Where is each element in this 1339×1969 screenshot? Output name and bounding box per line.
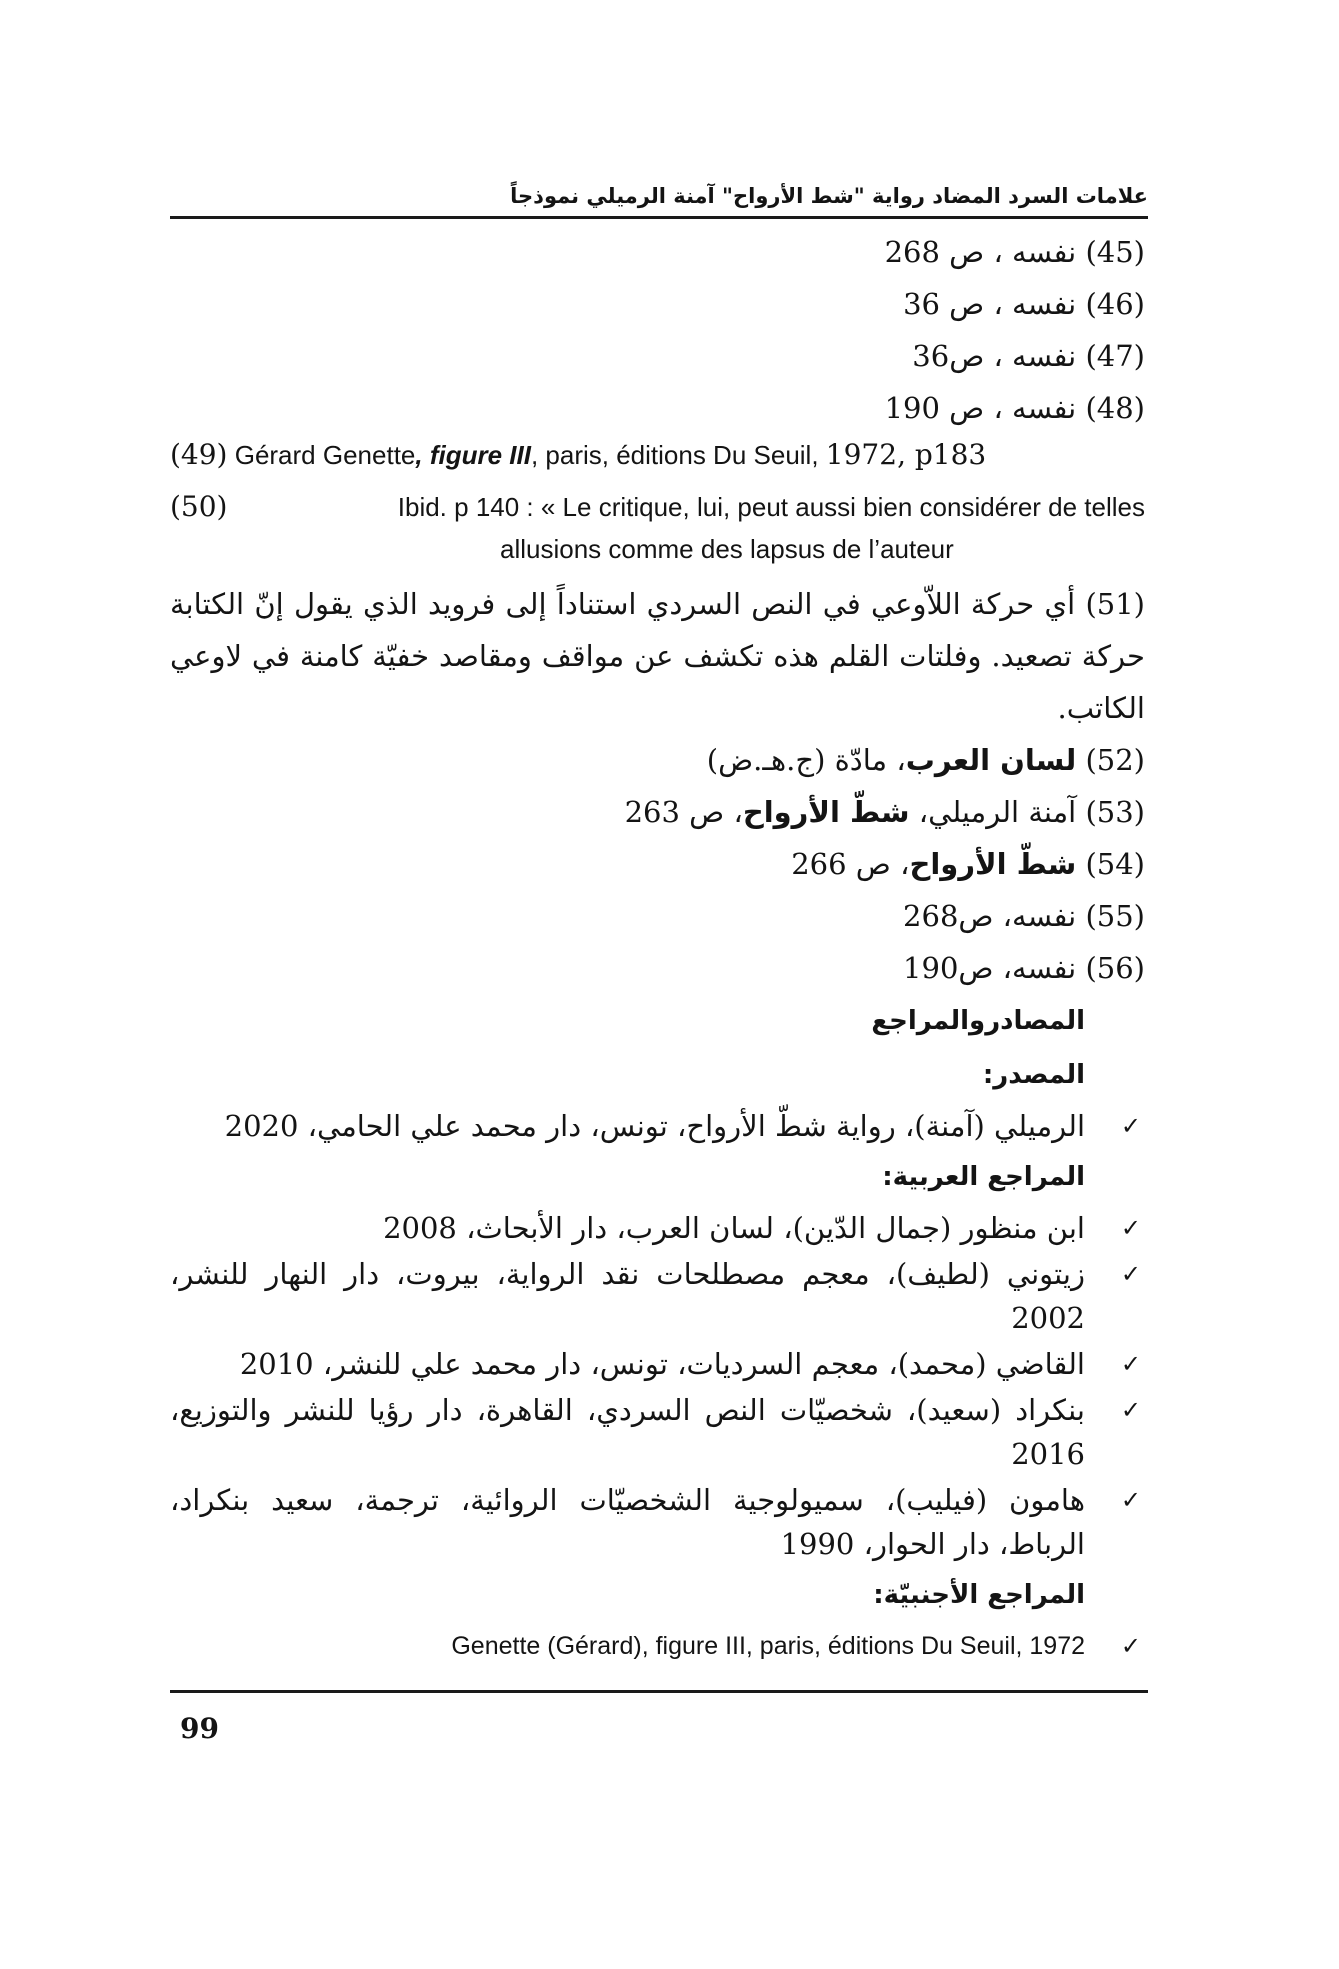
reference-text: ابن منظور (جمال الدّين)، لسان العرب، دار الأبحاث، 2008 bbox=[383, 1211, 1085, 1245]
note-47 bbox=[170, 330, 1145, 382]
reference-text: بنكراد (سعيد)، شخصيّات النص السردي، القاهرة، دار رؤيا للنشر والتوزيع، 2016 bbox=[170, 1393, 1085, 1471]
note-number: (52) bbox=[1085, 743, 1145, 777]
note-55 bbox=[170, 890, 1145, 942]
check-icon: ✓ bbox=[1120, 1112, 1141, 1140]
note-56 bbox=[170, 942, 1145, 994]
note-text: نفسه ، ص 190 bbox=[884, 391, 1077, 425]
footer-rule bbox=[170, 1690, 1148, 1693]
note-year: 1972 bbox=[825, 438, 898, 471]
running-header bbox=[170, 170, 1148, 219]
note-pre: آمنة الرميلي، bbox=[918, 795, 1077, 829]
reference-item bbox=[170, 1388, 1145, 1476]
note-rest: ، مادّة (ج.هـ.ض) bbox=[706, 743, 906, 777]
note-48 bbox=[170, 382, 1145, 434]
reference-text: زيتوني (لطيف)، معجم مصطلحات نقد الرواية، بيروت، دار النهار للنشر، 2002 bbox=[170, 1257, 1085, 1335]
note-number: (48) bbox=[1085, 391, 1145, 425]
note-text: نفسه ، ص 36 bbox=[903, 287, 1077, 321]
note-rest: , paris, éditions Du Seuil, bbox=[530, 440, 819, 470]
note-number: (55) bbox=[1085, 899, 1145, 933]
note-50 bbox=[170, 486, 1145, 570]
source-heading: المصدر: bbox=[982, 1060, 1085, 1090]
page-number: 99 bbox=[180, 1712, 219, 1745]
reference-text: الرميلي (آمنة)، رواية شطّ الأرواح، تونس، دار محمد علي الحامي، 2020 bbox=[224, 1109, 1085, 1143]
note-title: figure III bbox=[429, 440, 531, 470]
check-icon: ✓ bbox=[1120, 1214, 1141, 1242]
note-page: , p183 bbox=[897, 438, 987, 471]
note-46 bbox=[170, 278, 1145, 330]
endnotes bbox=[170, 226, 1145, 1670]
note-number: (53) bbox=[1085, 795, 1145, 829]
note-number: (51) bbox=[1085, 587, 1145, 621]
note-number: (47) bbox=[1085, 339, 1145, 373]
check-icon: ✓ bbox=[1120, 1632, 1141, 1660]
note-bold: لسان العرب bbox=[905, 743, 1077, 777]
note-number: (50) bbox=[170, 490, 228, 523]
reference-item bbox=[170, 1342, 1145, 1386]
reference-item bbox=[170, 1104, 1145, 1148]
note-52 bbox=[170, 734, 1145, 786]
note-number: (56) bbox=[1085, 951, 1145, 985]
reference-item bbox=[170, 1624, 1145, 1668]
reference-text: القاضي (محمد)، معجم السرديات، تونس، دار محمد علي للنشر، 2010 bbox=[239, 1347, 1085, 1381]
header-title: علامات السرد المضاد رواية "شط الأرواح" آمنة الرميلي نموذجاً bbox=[510, 184, 1148, 208]
check-icon: ✓ bbox=[1120, 1350, 1141, 1378]
note-line-1: Ibid. p 140 : « Le critique, lui, peut aussi bien considérer de telles bbox=[397, 492, 1145, 522]
check-icon: ✓ bbox=[1120, 1396, 1141, 1424]
note-text: أي حركة اللاّوعي في النص السردي استناداً إلى فرويد الذي يقول إنّ الكتابة حركة تصعيد. وفلتات القلم هذه تكشف عن مواقف ومقاصد خفيّة كامنة في لاوعي الكاتب. bbox=[170, 587, 1145, 725]
foreign-references-heading: المراجع الأجنبيّة: bbox=[873, 1580, 1085, 1610]
bibliography-heading: المصادروالمراجع bbox=[871, 1006, 1085, 1036]
reference-item bbox=[170, 1206, 1145, 1250]
reference-text: هامون (فيليب)، سميولوجية الشخصيّات الروائية، ترجمة، سعيد بنكراد، الرباط، دار الحوار، 1990 bbox=[170, 1483, 1085, 1561]
note-bold: شطّ الأرواح bbox=[742, 795, 910, 829]
note-text: نفسه، ص190 bbox=[903, 951, 1077, 985]
arabic-references-heading: المراجع العربية: bbox=[882, 1162, 1085, 1192]
note-number: (49) bbox=[170, 438, 228, 471]
note-51 bbox=[170, 578, 1145, 734]
reference-text: Genette (Gérard), figure III, paris, éditions Du Seuil, 1972 bbox=[451, 1632, 1085, 1660]
note-comma: , bbox=[415, 440, 423, 470]
reference-item bbox=[170, 1252, 1145, 1340]
note-text: نفسه ، ص 268 bbox=[884, 235, 1077, 269]
note-45 bbox=[170, 226, 1145, 278]
note-bold: شطّ الأرواح bbox=[909, 847, 1077, 881]
check-icon: ✓ bbox=[1120, 1486, 1141, 1514]
note-line-2: allusions comme des lapsus de l’auteur bbox=[500, 534, 954, 564]
note-author: Gérard Genette bbox=[234, 440, 416, 470]
note-54 bbox=[170, 838, 1145, 890]
note-text: نفسه، ص268 bbox=[903, 899, 1077, 933]
note-53 bbox=[170, 786, 1145, 838]
note-number: (54) bbox=[1085, 847, 1145, 881]
note-number: (45) bbox=[1085, 235, 1145, 269]
note-rest: ، ص 266 bbox=[791, 847, 910, 881]
note-49 bbox=[170, 434, 1145, 486]
check-icon: ✓ bbox=[1120, 1260, 1141, 1288]
note-text: نفسه ، ص36 bbox=[912, 339, 1077, 373]
reference-item bbox=[170, 1478, 1145, 1566]
note-number: (46) bbox=[1085, 287, 1145, 321]
note-rest: ، ص 263 bbox=[624, 795, 743, 829]
